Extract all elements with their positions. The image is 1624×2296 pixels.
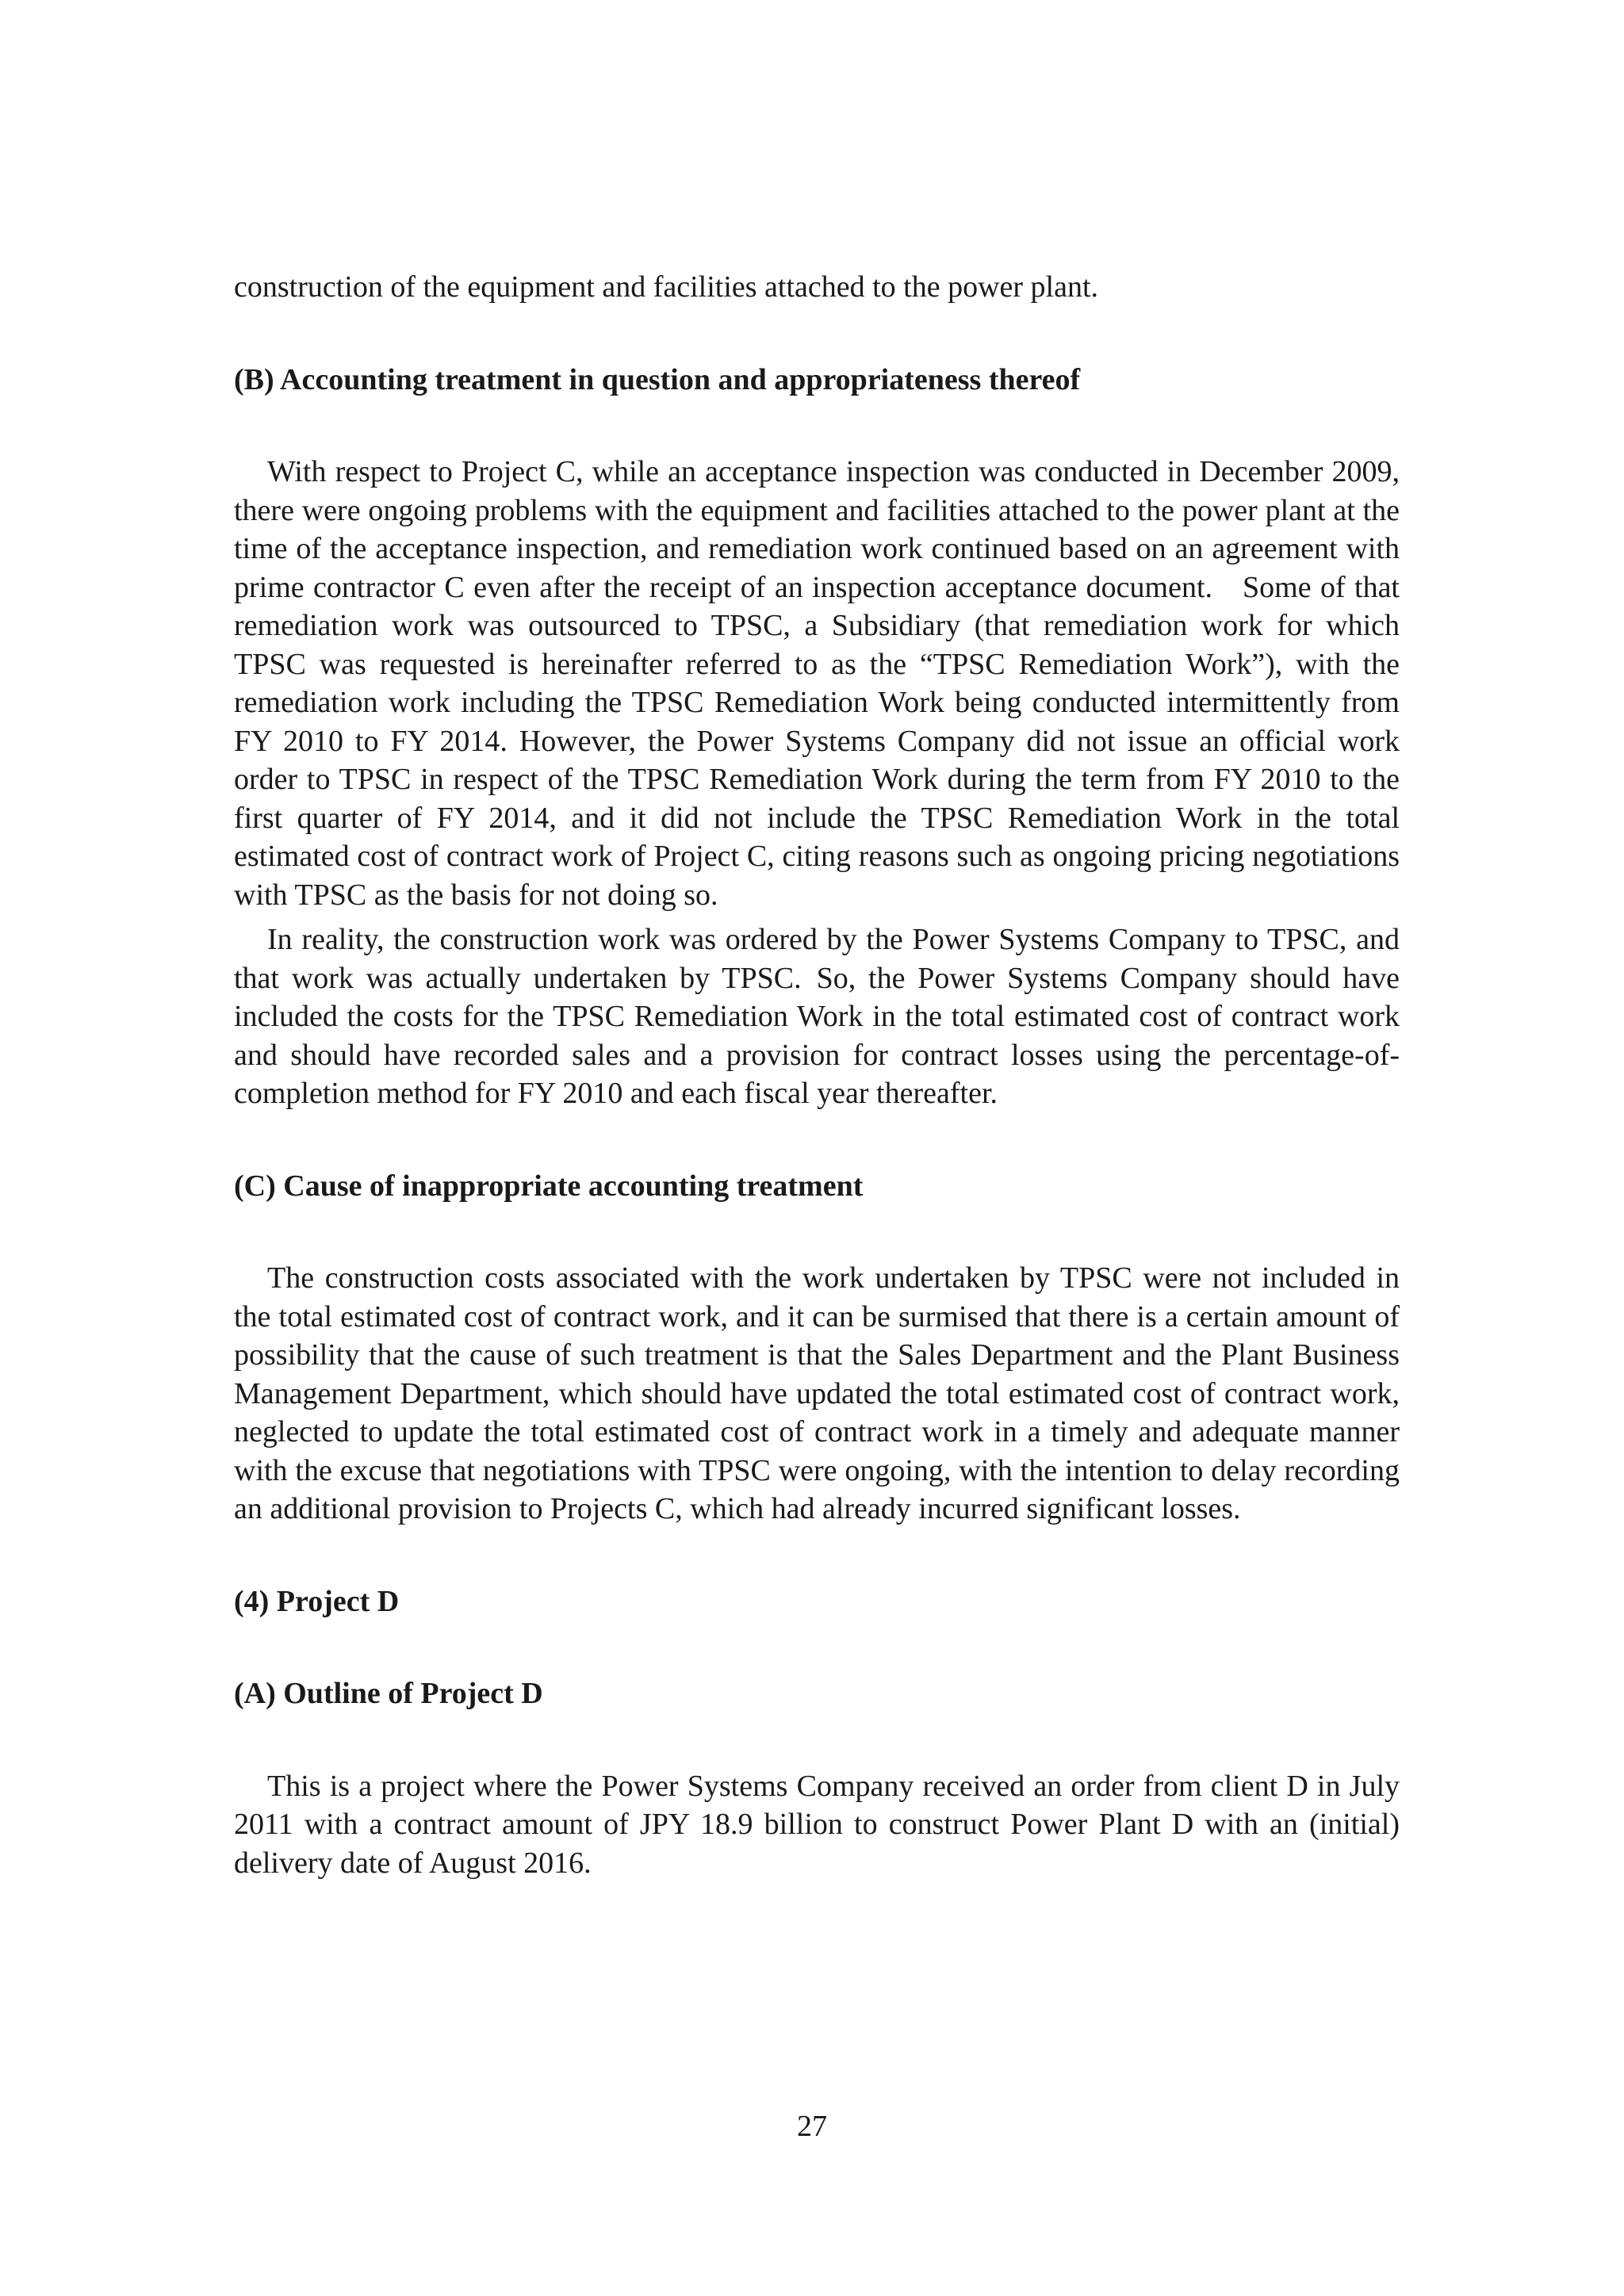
page-body xyxy=(234,268,1400,1882)
heading-section-c: (C) Cause of inappropriate accounting treatment xyxy=(234,1169,864,1203)
section-c-paragraph-1: The construction costs associated with the work undertaken by TPSC were not included in the total estimated cost of contract work, and it can be surmised that there is a certain amount of possibility that the cause of such treatment is that the Sales Department and the Plant Business Management Department, which should have updated the total estimated cost of contract work, neglected to update the total estimated cost of contract work in a timely and adequate manner with the excuse that negotiations with TPSC were ongoing, with the intention to delay recording an additional provision to Projects C, which had already incurred significant losses. xyxy=(234,1261,1400,1525)
section-b-paragraph-2: In reality, the construction work was ordered by the Power Systems Company to TPSC, and that work was actually undertaken by TPSC. So, the Power Systems Company should have included the costs for the TPSC Remediation Work in the total estimated cost of contract work and should have recorded sales and a provision for contract losses using the percentage-of-completion method for FY 2010 and each fiscal year thereafter. xyxy=(234,923,1400,1110)
page-number: 27 xyxy=(797,2110,827,2143)
section-b-paragraph-1: With respect to Project C, while an acceptance inspection was conducted in December 2009, there were ongoing problems with the equipment and facilities attached to the power plant at the time of the acceptance inspection, and remediation work continued based on an agreement with prime contractor C even after the receipt of an inspection acceptance document. Some of that remediation work was outsourced to TPSC, a Subsidiary (that remediation work for which TPSC was requested is hereinafter referred to as the “TPSC Remediation Work”), with the remediation work including the TPSC Remediation Work being conducted intermittently from FY 2010 to FY 2014. However, the Power Systems Company did not issue an official work order to TPSC in respect of the TPSC Remediation Work during the term from FY 2010 to the first quarter of FY 2014, and it did not include the TPSC Remediation Work in the total estimated cost of contract work of Project C, citing reasons such as ongoing pricing negotiations with TPSC as the basis for not doing so. xyxy=(234,455,1400,912)
continuation-paragraph: construction of the equipment and facilities attached to the power plant. xyxy=(234,270,1099,304)
heading-outline-project-d: (A) Outline of Project D xyxy=(234,1677,543,1710)
outline-project-d-paragraph: This is a project where the Power Systems Company received an order from client D in July 2011 with a contract amount of JPY 18.9 billion to construct Power Plant D with an (initial) delivery date of August 2016. xyxy=(234,1769,1400,1880)
heading-project-d: (4) Project D xyxy=(234,1584,400,1618)
heading-section-b: (B) Accounting treatment in question and appropriateness thereof xyxy=(234,362,1081,396)
